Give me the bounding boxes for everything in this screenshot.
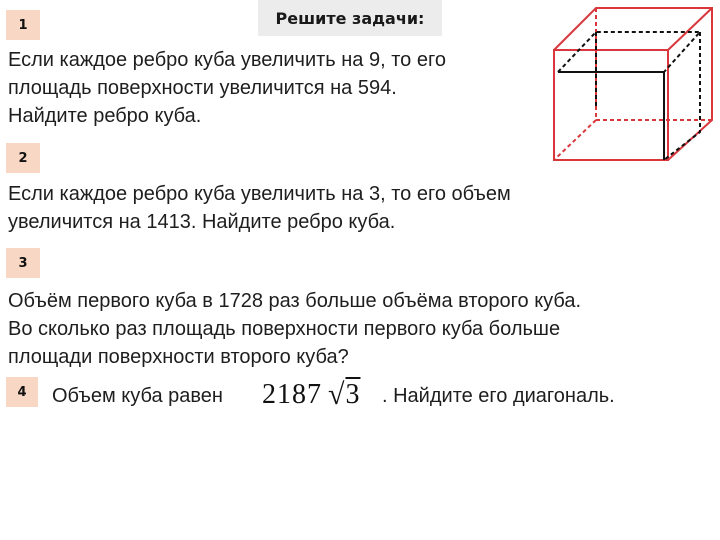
problem-2-line-1: Если каждое ребро куба увеличить на 3, то его объем — [8, 183, 511, 205]
cube-outer-right-edge — [668, 8, 712, 50]
cube-outer-front-face — [554, 50, 668, 160]
cube-icon — [540, 0, 715, 170]
page-title: Решите задачи: — [258, 0, 442, 36]
problem-4-suffix: . Найдите его диагональ. — [382, 385, 615, 407]
problem-3-line-2: Во сколько раз площадь поверхности первого куба больше — [8, 318, 561, 340]
cube-inner-front — [558, 72, 664, 160]
problem-3-line-1: Объём первого куба в 1728 раз больше объёма второго куба. — [8, 290, 582, 312]
problem-2-line-2: увеличится на 1413. Найдите ребро куба. — [8, 211, 396, 233]
problem-3-badge: 3 — [6, 248, 40, 278]
problem-4-badge: 4 — [6, 377, 38, 407]
square-root-icon: √ — [328, 378, 346, 411]
volume-formula — [262, 379, 374, 411]
problem-1-badge: 1 — [6, 10, 40, 40]
problem-1-line-2: площадь поверхности увеличится на 594. — [8, 77, 397, 99]
cube-inner-hidden — [558, 32, 700, 160]
formula-radicand: 3 — [345, 379, 361, 410]
problem-2-badge: 2 — [6, 143, 40, 173]
problem-3-line-3: площади поверхности второго куба? — [8, 346, 349, 368]
problem-1-text — [8, 46, 446, 130]
problem-1-line-1: Если каждое ребро куба увеличить на 9, то его — [8, 49, 446, 71]
formula-coefficient: 2187 — [262, 379, 322, 410]
problem-1-line-3: Найдите ребро куба. — [8, 105, 202, 127]
problem-3-text — [8, 287, 581, 371]
problem-4-prefix: Объем куба равен — [52, 385, 223, 407]
problem-2-text — [8, 180, 511, 236]
